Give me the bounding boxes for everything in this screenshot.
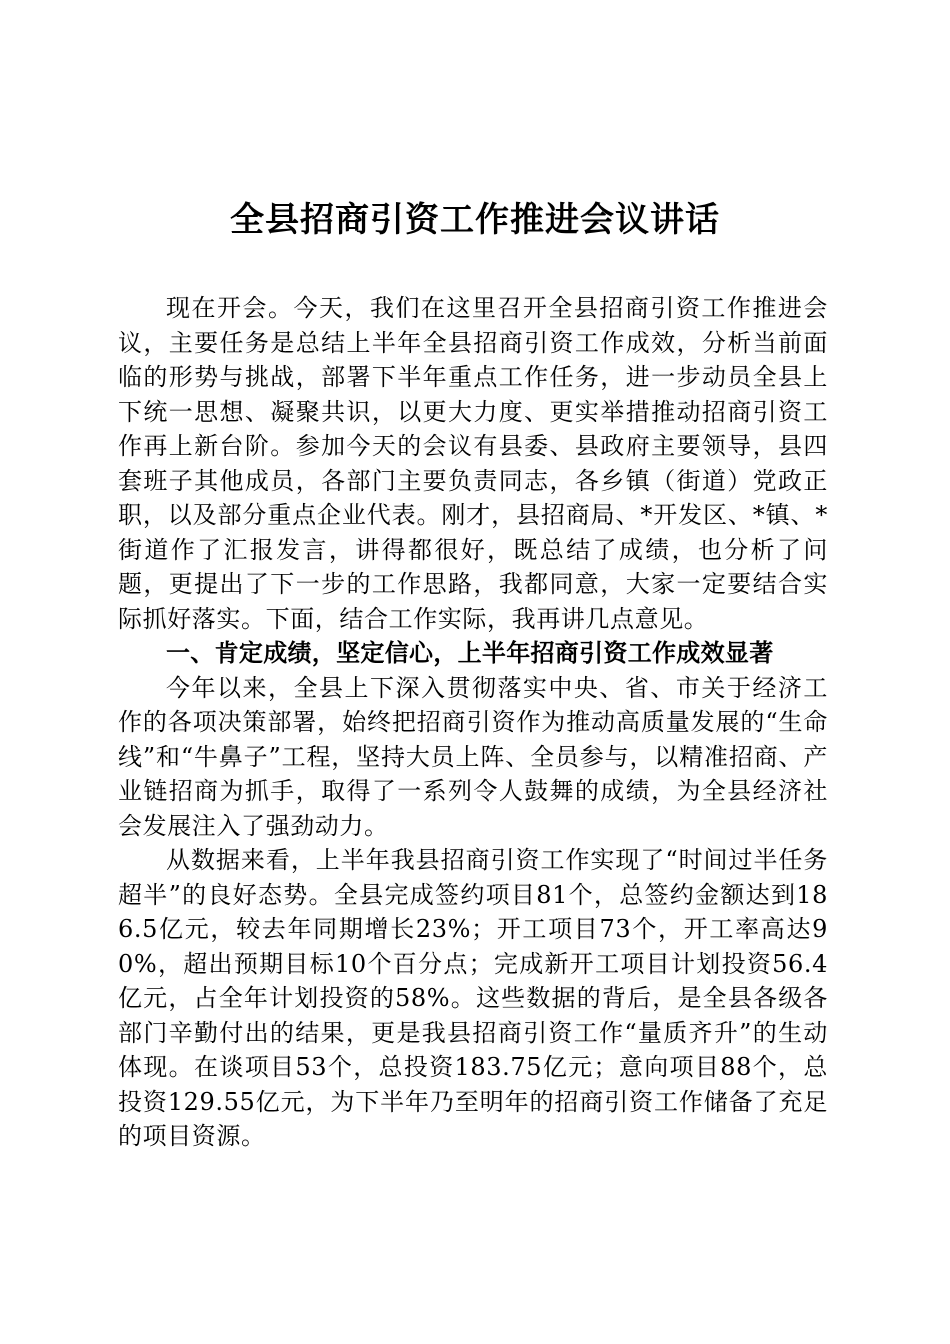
- document-body: [118, 291, 828, 1154]
- document-title: 全县招商引资工作推进会议讲话: [230, 200, 720, 240]
- section-heading: 一、肯定成绩，坚定信心，上半年招商引资工作成效显著: [166, 639, 774, 667]
- intro-paragraph: 现在开会。今天，我们在这里召开全县招商引资工作推进会议，主要任务是总结上半年全县招商引资工作成效，分析当前面临的形势与挑战，部署下半年重点工作任务，进一步动员全县上下统一思想、凝聚共识，以更大力度、更实举措推动招商引资工作再上新台阶。参加今天的会议有县委、县政府主要领导，县四套班子其他成员，各部门主要负责同志，各乡镇（街道）党政正职，以及部分重点企业代表。刚才，县招商局、*开发区、*镇、*街道作了汇报发言，讲得都很好，既总结了成绩，也分析了问题，更提出了下一步的工作思路，我都同意，大家一定要结合实际抓好落实。下面，结合工作实际，我再讲几点意见。: [118, 294, 828, 633]
- achievements-paragraph: 今年以来，全县上下深入贯彻落实中央、省、市关于经济工作的各项决策部署，始终把招商引资作为推动高质量发展的“生命线”和“牛鼻子”工程，坚持大员上阵、全员参与，以精准招商、产业链招商为抓手，取得了一系列令人鼓舞的成绩，为全县经济社会发展注入了强劲动力。: [118, 673, 828, 840]
- statistics-paragraph: 从数据来看，上半年我县招商引资工作实现了“时间过半任务超半”的良好态势。全县完成签约项目81个，总签约金额达到186.5亿元，较去年同期增长23%；开工项目73个，开工率高达90%，超出预期目标10个百分点；完成新开工项目计划投资56.4亿元，占全年计划投资的58%。这些数据的背后，是全县各级各部门辛勤付出的结果，更是我县招商引资工作“量质齐升”的生动体现。在谈项目53个，总投资183.75亿元；意向项目88个，总投资129.55亿元，为下半年乃至明年的招商引资工作储备了充足的项目资源。: [118, 846, 828, 1150]
